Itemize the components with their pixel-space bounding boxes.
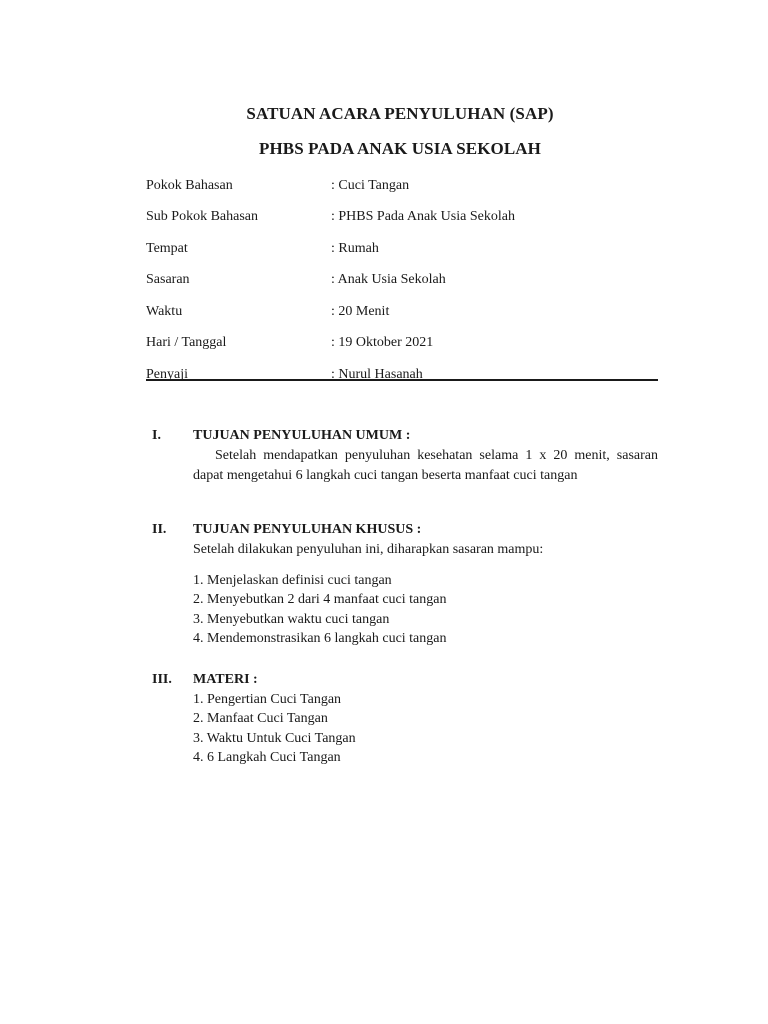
- info-label: Penyaji: [146, 366, 188, 382]
- list-item: 4. Mendemonstrasikan 6 langkah cuci tangan: [193, 630, 447, 646]
- section-intro: Setelah dilakukan penyuluhan ini, diharapkan sasaran mampu:: [193, 542, 544, 557]
- info-value: : PHBS Pada Anak Usia Sekolah: [331, 209, 515, 225]
- list-item: 2. Menyebutkan 2 dari 4 manfaat cuci tangan: [193, 592, 447, 608]
- info-label: Hari / Tanggal: [146, 335, 227, 351]
- section-title: MATERI :: [193, 672, 258, 687]
- info-table: [146, 170, 658, 391]
- section-body: [193, 540, 658, 648]
- section-heading: [152, 520, 658, 540]
- section-heading: [152, 670, 658, 690]
- section-materi: [152, 670, 658, 767]
- info-row-hari-tanggal: [146, 328, 658, 360]
- info-value: : Anak Usia Sekolah: [331, 272, 446, 288]
- info-value: : 19 Oktober 2021: [331, 335, 433, 351]
- section-tujuan-umum: [152, 426, 658, 485]
- list-item: 4. 6 Langkah Cuci Tangan: [193, 749, 341, 765]
- info-label: Sasaran: [146, 272, 190, 288]
- info-label: Tempat: [146, 240, 188, 256]
- list-item: 1. Pengertian Cuci Tangan: [193, 692, 342, 707]
- info-row-pokok-bahasan: [146, 170, 658, 202]
- info-value: : Rumah: [331, 241, 379, 257]
- info-value: : Nurul Hasanah: [331, 367, 423, 383]
- info-row-tempat: [146, 233, 658, 265]
- info-row-penyaji: [146, 359, 658, 391]
- section-number: III.: [152, 672, 172, 687]
- list-item: 1. Menjelaskan definisi cuci tangan: [193, 573, 392, 588]
- info-row-sasaran: [146, 265, 658, 297]
- info-row-sub-pokok-bahasan: [146, 202, 658, 234]
- document-title: SATUAN ACARA PENYULUHAN (SAP): [246, 104, 554, 123]
- section-body: [193, 690, 658, 767]
- list-item: 3. Waktu Untuk Cuci Tangan: [193, 730, 356, 746]
- section-title: TUJUAN PENYULUHAN UMUM :: [193, 428, 411, 443]
- section-tujuan-khusus: [152, 520, 658, 648]
- list-item: 2. Manfaat Cuci Tangan: [193, 711, 328, 727]
- section-heading: [152, 426, 658, 446]
- section-paragraph: Setelah mendapatkan penyuluhan kesehatan selama 1 x 20 menit, sasaran dapat mengetahui 6 langkah cuci tangan beserta manfaat cuci tangan: [193, 448, 658, 483]
- divider-line: [146, 379, 658, 381]
- objective-list: [193, 571, 658, 648]
- document-subtitle: PHBS PADA ANAK USIA SEKOLAH: [259, 139, 541, 158]
- section-number: II.: [152, 522, 167, 537]
- info-row-waktu: [146, 296, 658, 328]
- info-label: Waktu: [146, 303, 183, 319]
- list-item: 3. Menyebutkan waktu cuci tangan: [193, 611, 390, 627]
- section-body: [193, 446, 658, 485]
- material-list: [193, 690, 658, 767]
- info-label: Sub Pokok Bahasan: [146, 209, 258, 225]
- info-label: Pokok Bahasan: [146, 177, 233, 193]
- info-value: : 20 Menit: [331, 304, 389, 320]
- section-title: TUJUAN PENYULUHAN KHUSUS :: [193, 522, 422, 537]
- section-number: I.: [152, 428, 161, 443]
- info-value: : Cuci Tangan: [331, 178, 409, 194]
